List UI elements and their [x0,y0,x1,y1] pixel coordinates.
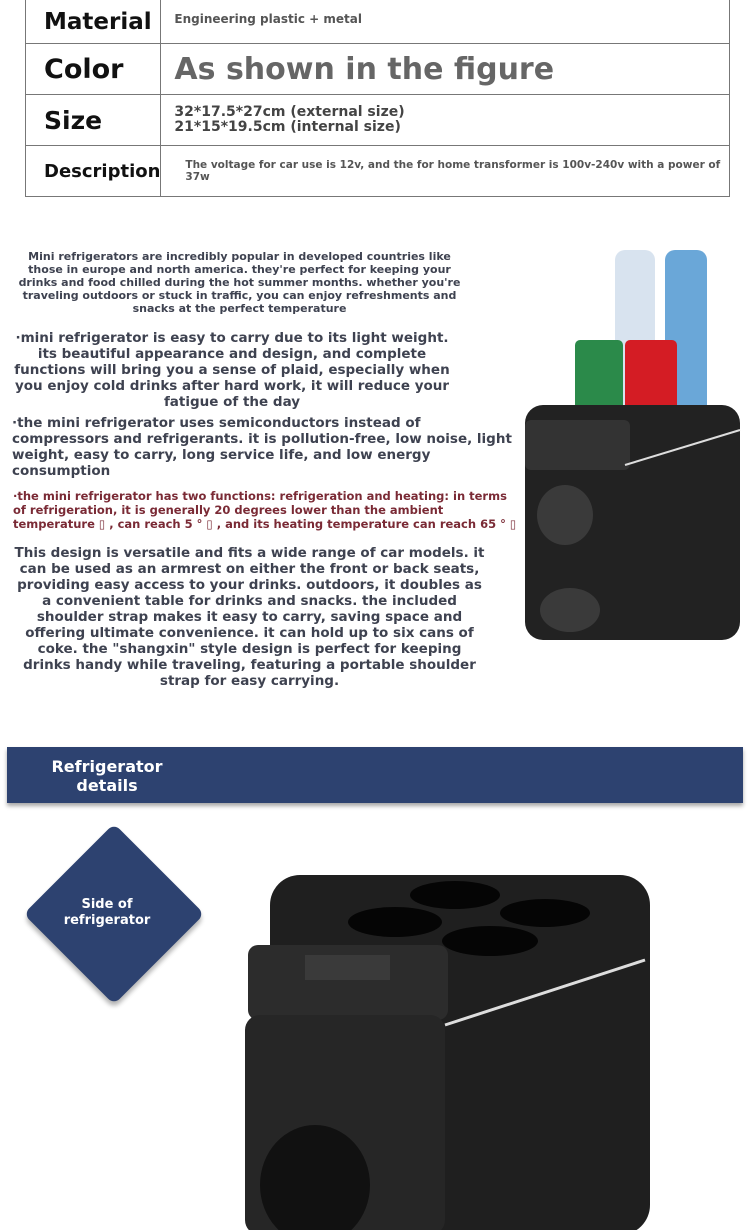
product-image-side [240,865,660,1230]
spec-key: Description [26,146,161,197]
intro-paragraph: Mini refrigerators are incredibly popular in developed countries like those in europe and north america. they're perfect for keeping your drinks and food chilled during the hot summer months. whether you're traveling outdoors or stuck in traffic, you can enjoy refreshments and snacks at the perfect temperature [18,250,461,315]
badge-label: Side of refrigerator [63,897,151,928]
spec-key: Color [26,44,161,95]
product-image-with-drinks [515,245,745,645]
spec-value: 32*17.5*27cm (external size) [174,104,405,120]
spec-value: Engineering plastic + metal [161,0,730,44]
paragraph-semiconductor: ·the mini refrigerator uses semiconductors instead of compressors and refrigerants. it is pollution-free, low noise, light weight, easy to carry, long service life, and low energy consumption [12,415,512,479]
spec-value: As shown in the figure [161,44,730,95]
section-banner [7,747,743,803]
banner-title: Refrigerator details [51,757,163,795]
spec-key: Material [26,0,161,44]
paragraph-light-weight: ·mini refrigerator is easy to carry due to its light weight. its beautiful appearance and design, and complete functions will bring you a sense of plaid, especially when you enjoy cold drinks after hard work, it will reduce your fatigue of the day [14,330,450,410]
spec-key: Size [26,95,161,146]
spec-table [25,0,730,197]
paragraph-design: This design is versatile and fits a wide range of car models. it can be used as an armrest on either the front or back seats, providing easy access to your drinks. outdoors, it doubles as a convenient table for drinks and snacks. the included shoulder strap makes it easy to carry, saving space and offering ultimate convenience. it can hold up to six cans of coke. the "shangxin" style design is perfect for keeping drinks handy while traveling, featuring a portable shoulder strap for easy carrying. [14,545,485,689]
spec-value-2: 21*15*19.5cm (internal size) [174,119,401,135]
spec-value: The voltage for car use is 12v, and the for home transformer is 100v-240v with a power of 37w [161,146,730,197]
paragraph-functions: ·the mini refrigerator has two functions: refrigeration and heating: in terms of refrigeration, it is generally 20 degrees lower than the ambient temperature ▯ , can reach 5 ° ▯ , and its heating temperature can reach 65 ° ▯ [13,489,517,531]
